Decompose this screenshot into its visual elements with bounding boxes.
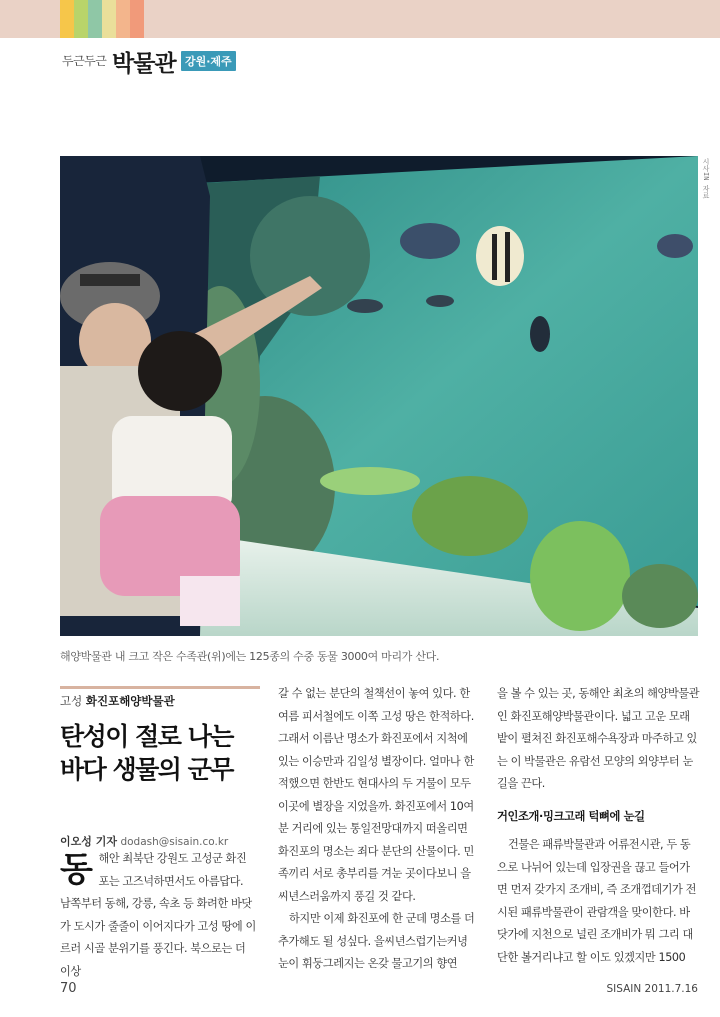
article-section-label [60,693,175,709]
drop-cap: 동 [60,850,93,890]
article-headline [60,720,270,786]
color-stripes [60,0,144,38]
top-color-bar [0,0,720,38]
stripe-2 [74,0,88,38]
body-paragraph-4: 을 볼 수 있는 곳, 동해안 최초의 해양박물관인 화진포해양박물관이다. 넓고 고운 모래밭이 펼쳐진 화진포해수욕장과 마주하고 있는 이 박물관은 유람선 모양의 외양부터 눈길을 끈다. [497,687,700,790]
stripe-1 [60,0,74,38]
stripe-4 [102,0,116,38]
body-paragraph-3: 하지만 이제 화진포에 한 군데 명소를 더 추가해도 될 성싶다. 을씨년스럽기는커녕 눈이 휘둥그레지는 온갖 물고기의 향연 [278,912,475,970]
author-email: dodash@sisain.co.kr [120,836,229,848]
aquarium-photo [60,156,698,636]
headline-line-1: 탄성이 절로 나는 [60,722,233,751]
section-rule [60,686,260,689]
article-subhead: 거인조개·밍크고래 턱뼈에 눈길 [497,809,645,823]
body-paragraph-5: 건물은 패류박물관과 어류전시관, 두 동으로 나뉘어 있는데 입장권을 끊고 들어가면 먼저 갖가지 조개비, 즉 조개껍데기가 전시된 패류박물관이 관람객을 맞이한다. 바닷가에 지천으로 널린 조개비가 뭐 그리 대단한 볼거리냐고 할 이도 있겠지만 1500 [497,838,697,964]
photo-credit: 시사IN 자료 [702,158,710,199]
byline [60,833,228,849]
body-paragraph-1: 해안 최북단 강원도 고성군 화진포는 고즈넉하면서도 아름답다. 남쪽부터 동해, 강릉, 속초 등 화려한 바닷가 도시가 줄줄이 이어지다가 고성 땅에 이르러 시골 분위기를 풍긴다. 북으로는 더 이상 [60,852,256,978]
issue-info: SISAIN 2011.7.16 [606,983,698,995]
section-title: 박물관 [112,51,176,77]
stripe-5 [116,0,130,38]
series-kicker: 두근두근 [62,54,107,68]
body-column-1 [60,848,256,983]
article-section-name: 화진포해양박물관 [85,694,175,708]
photo-caption: 해양박물관 내 크고 작은 수족관(위)에는 125종의 수중 동물 3000여 마리가 산다. [60,650,440,663]
stripe-6 [130,0,144,38]
region-badge: 강원·제주 [181,51,236,71]
article-section-prefix: 고성 [60,694,83,708]
headline-line-2: 바다 생물의 군무 [60,755,233,784]
body-column-2 [278,683,480,976]
page-number: 70 [60,981,77,996]
author-name: 이오성 기자 [60,835,117,848]
aquarium-photo-illustration [60,156,698,636]
body-column-3 [497,683,700,969]
stripe-3 [88,0,102,38]
body-paragraph-2: 갈 수 없는 분단의 철책선이 놓여 있다. 한여름 피서철에도 이쪽 고성 땅은 한적하다. 그래서 이름난 명소가 화진포에서 지척에 있는 이승만과 김일성 별장이다. 얼마나 한적했으면 한반도 현대사의 두 거물이 모두 이곳에 별장을 지었을까. 화진포에서 10여 분 거리에 있는 통일전망대까지 떠올리면 화진포의 명소는 죄다 분단의 산물이다. 민족끼리 서로 총부리를 겨눈 곳이다보니 을씨년스러움까지 풍길 것 같다. [278,687,474,903]
